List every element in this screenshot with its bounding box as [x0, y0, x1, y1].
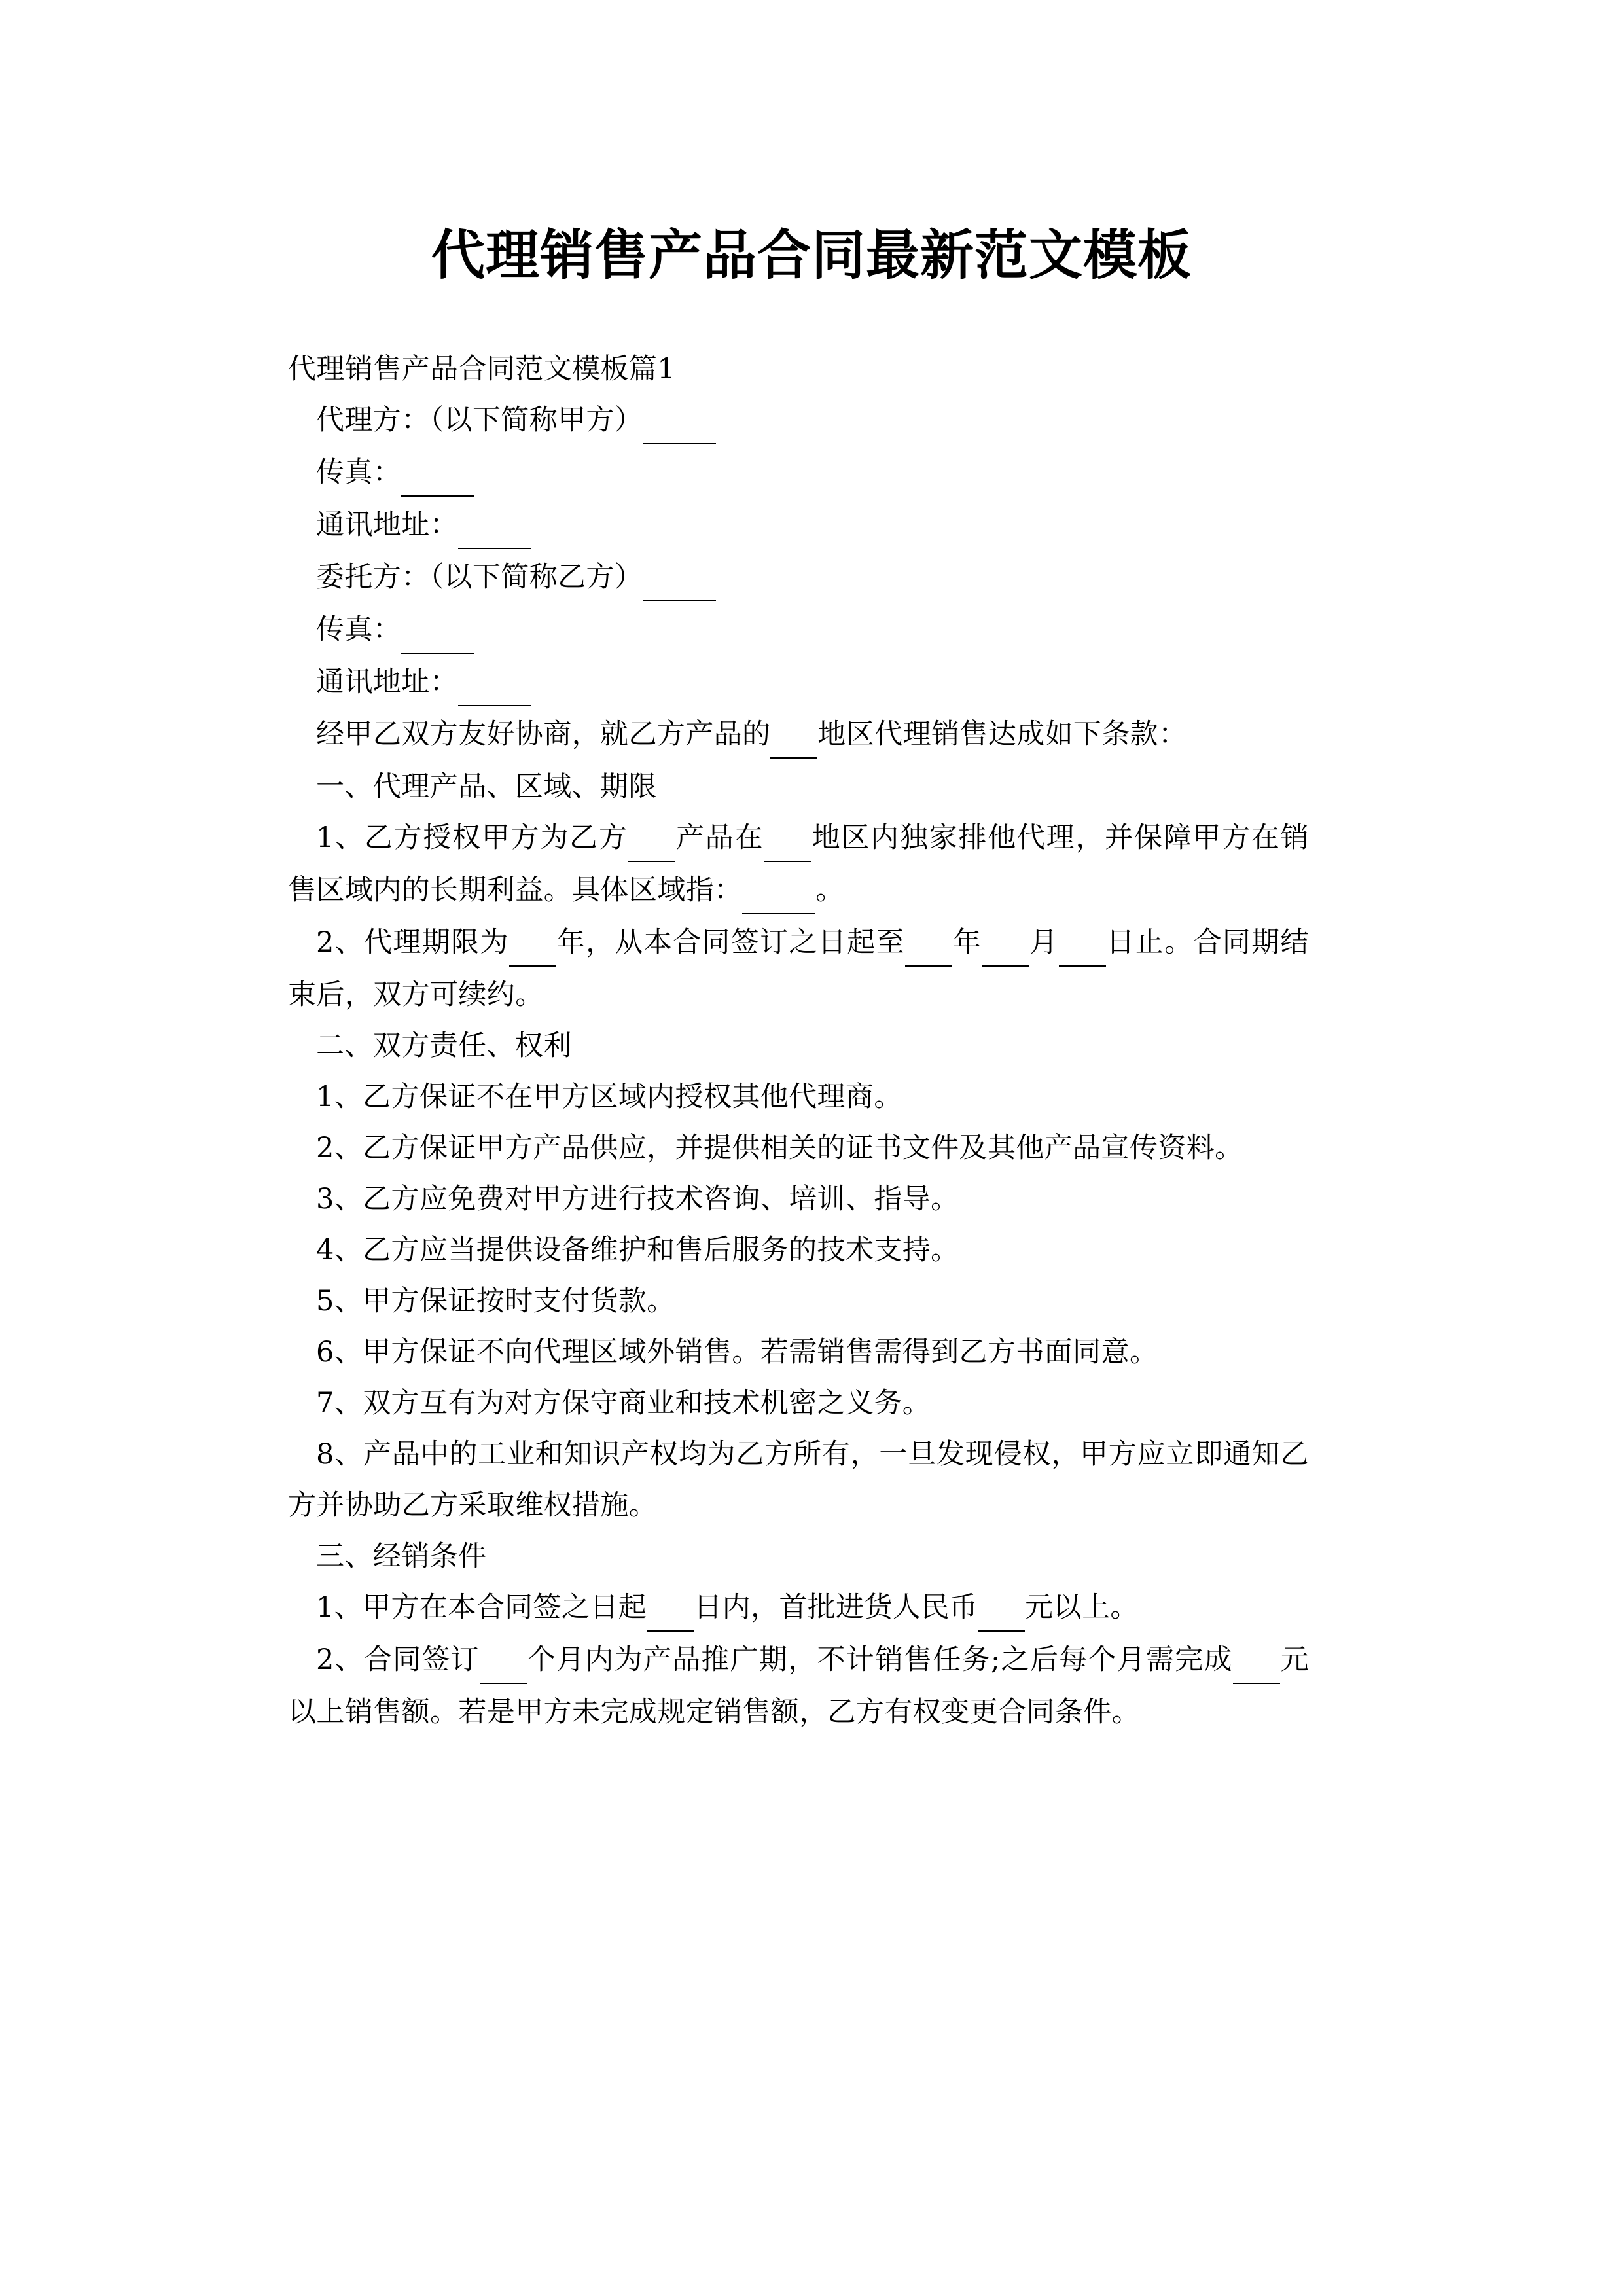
text-run: 二、双方责任、权利	[316, 1030, 572, 1062]
text-run: 6、甲方保证不向代理区域外销售。若需销售需得到乙方书面同意。	[316, 1336, 1158, 1369]
fill-in-blank[interactable]	[401, 601, 474, 654]
text-run: 元以上。	[1025, 1591, 1139, 1624]
fill-in-blank[interactable]	[458, 497, 531, 549]
client-party	[288, 552, 1309, 604]
agent-fax	[288, 447, 1309, 499]
text-run: 月	[1029, 926, 1059, 959]
section-1-item-2	[288, 917, 1309, 1020]
text-run: 1、乙方授权甲方为乙方	[316, 821, 628, 854]
text-run: 个月内为产品推广期，不计销售任务;之后每个月需完成	[526, 1643, 1233, 1676]
text-run: 元以上销售额。若是甲方未完成规定销售额，乙方有权变更合同条件。	[288, 1643, 1309, 1729]
fill-in-blank[interactable]	[905, 914, 952, 967]
document-subtitle: 代理销售产品合同范文模板篇1	[288, 353, 675, 386]
text-run: 日内，首批进货人民币	[694, 1591, 978, 1624]
section-2-item-7	[288, 1378, 1309, 1429]
text-run: 1、乙方保证不在甲方区域内授权其他代理商。	[316, 1081, 902, 1113]
section-2-heading	[288, 1020, 1309, 1071]
fill-in-blank[interactable]	[509, 914, 556, 967]
section-2-item-5	[288, 1276, 1309, 1327]
fill-in-blank[interactable]	[628, 810, 675, 862]
document-body	[288, 344, 1309, 1738]
text-run: 5、甲方保证按时支付货款。	[316, 1285, 675, 1318]
text-run: 经甲乙双方友好协商，就乙方产品的	[316, 718, 771, 751]
fill-in-blank[interactable]	[647, 1579, 694, 1632]
text-run: 7、双方互有为对方保守商业和技术机密之义务。	[316, 1387, 931, 1420]
text-run: 地区内独家排他代理，并保障甲方在销售区域内的长期利益。具体区域指：	[288, 821, 1309, 906]
fill-in-blank[interactable]	[982, 914, 1029, 967]
text-run: 8、产品中的工业和知识产权均为乙方所有，一旦发现侵权，甲方应立即通知乙方并协助乙方采取维权措施。	[288, 1438, 1309, 1522]
text-run: 三、经销条件	[316, 1540, 487, 1573]
fill-in-blank[interactable]	[764, 810, 811, 862]
text-run: 2、代理期限为	[316, 926, 509, 959]
text-run: 2、合同签订	[316, 1643, 480, 1676]
section-2-item-3	[288, 1174, 1309, 1225]
text-run: 日止。合同期结束后，双方可续约。	[288, 926, 1309, 1011]
client-fax	[288, 604, 1309, 656]
section-3-heading	[288, 1531, 1309, 1582]
client-address	[288, 656, 1309, 709]
section-1-heading	[288, 761, 1309, 812]
text-run: 产品在	[675, 821, 764, 854]
fill-in-blank[interactable]	[742, 862, 815, 914]
text-run: 地区代理销售达成如下条款：	[817, 718, 1187, 751]
text-run: 1、甲方在本合同签之日起	[316, 1591, 647, 1624]
text-run: 委托方：（以下简称乙方）	[316, 561, 643, 594]
fill-in-blank[interactable]	[1233, 1632, 1280, 1684]
section-3-item-1	[288, 1582, 1309, 1634]
fill-in-blank[interactable]	[643, 392, 716, 444]
text-run: 传真：	[316, 613, 402, 646]
section-2-item-4	[288, 1225, 1309, 1276]
section-2-item-8	[288, 1429, 1309, 1531]
section-1-item-1	[288, 812, 1309, 917]
text-run: 3、乙方应免费对甲方进行技术咨询、培训、指导。	[316, 1183, 959, 1215]
text-run: 2、乙方保证甲方产品供应，并提供相关的证书文件及其他产品宣传资料。	[316, 1132, 1243, 1164]
text-run: 通讯地址：	[316, 666, 458, 698]
section-2-item-1	[288, 1071, 1309, 1122]
fill-in-blank[interactable]	[643, 549, 716, 601]
section-2-item-6	[288, 1327, 1309, 1378]
text-run: 传真：	[316, 456, 402, 489]
section-2-item-2	[288, 1122, 1309, 1174]
text-run: 年	[952, 926, 982, 959]
fill-in-blank[interactable]	[401, 444, 474, 497]
text-run: 年，从本合同签订之日起至	[556, 926, 905, 959]
fill-in-blank[interactable]	[770, 706, 817, 759]
fill-in-blank[interactable]	[1059, 914, 1106, 967]
fill-in-blank[interactable]	[978, 1579, 1025, 1632]
fill-in-blank[interactable]	[458, 654, 531, 706]
text-run: 。	[815, 874, 844, 906]
text-run: 代理方：（以下简称甲方）	[316, 404, 643, 437]
text-run: 通讯地址：	[316, 509, 458, 541]
page-title: 代理销售产品合同最新范文模板	[431, 223, 1192, 287]
fill-in-blank[interactable]	[480, 1632, 527, 1684]
preamble	[288, 709, 1309, 761]
agent-party	[288, 395, 1309, 447]
section-3-item-2	[288, 1634, 1309, 1738]
paragraph-list	[288, 395, 1309, 1738]
text-run: 一、代理产品、区域、期限	[316, 770, 657, 803]
text-run: 4、乙方应当提供设备维护和售后服务的技术支持。	[316, 1234, 959, 1266]
agent-address	[288, 499, 1309, 552]
